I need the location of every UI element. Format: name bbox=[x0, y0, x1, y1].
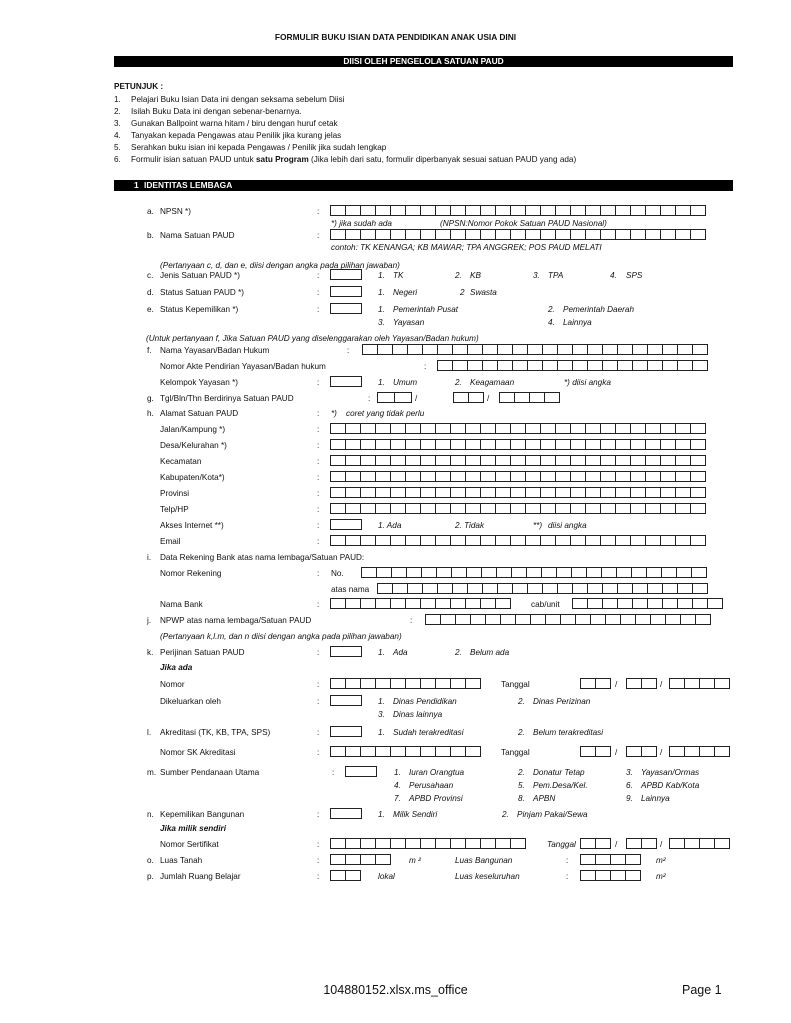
norek-label: Nomor Rekening bbox=[160, 569, 222, 578]
colon: : bbox=[317, 207, 320, 216]
option-num: 1. bbox=[378, 378, 385, 387]
desa-label: Desa/Kelurahan *) bbox=[160, 441, 227, 450]
jika-milik-label: Jika milik sendiri bbox=[160, 824, 226, 833]
luas-bangunan-input[interactable] bbox=[580, 854, 641, 865]
petunjuk-item6-bold: satu Program bbox=[255, 155, 309, 164]
colon: : bbox=[566, 856, 569, 865]
akte-label: Nomor Akte Pendirian Yayasan/Badan hukum bbox=[160, 362, 326, 371]
option-num: 2. bbox=[455, 648, 462, 657]
option-label: Pem.Desa/Kel. bbox=[533, 781, 588, 790]
jenis-label: Jenis Satuan PAUD *) bbox=[160, 271, 240, 280]
atasnama-label: atas nama bbox=[331, 585, 370, 594]
klmn-note: (Pertanyaan k,l.m, dan n diisi dengan angka pada pilihan jawaban) bbox=[160, 632, 402, 641]
m2-unit: m ² bbox=[409, 856, 421, 865]
label-m: m. bbox=[147, 768, 157, 777]
option-label: 1. Ada bbox=[378, 521, 402, 530]
colon: : bbox=[317, 872, 320, 881]
telp-label: Telp/HP bbox=[160, 505, 189, 514]
option-num: 5. bbox=[518, 781, 525, 790]
akte-input[interactable] bbox=[437, 360, 708, 371]
kelompok-label: Kelompok Yayasan *) bbox=[160, 378, 238, 387]
label-o: o. bbox=[147, 856, 154, 865]
petunjuk-item6-post: (Jika lebih dari satu, formulir diperbanyak sesuai satuan PAUD yang ada) bbox=[308, 155, 577, 164]
petunjuk-item: Serahkan buku isian ini kepada Pengawas / Penilik jika sudah lengkap bbox=[131, 143, 387, 152]
option-num: 6. bbox=[626, 781, 633, 790]
colon: : bbox=[317, 457, 320, 466]
yayasan-label: Nama Yayasan/Badan Hukum bbox=[160, 346, 270, 355]
petunjuk-title: PETUNJUK : bbox=[114, 82, 164, 91]
option-num: 4. bbox=[610, 271, 617, 280]
lokal-unit: lokal bbox=[378, 872, 395, 881]
option-num: 2. bbox=[502, 810, 509, 819]
petunjuk-num: 5. bbox=[114, 143, 121, 152]
npsn-label: NPSN *) bbox=[160, 207, 191, 216]
jenis-input[interactable] bbox=[330, 269, 362, 280]
petunjuk-item: Isilah Buku Data ini dengan sebenar-benarnya. bbox=[131, 107, 302, 116]
sertifikat-year-input[interactable] bbox=[669, 838, 730, 849]
option-num: 3. bbox=[626, 768, 633, 777]
petunjuk-item: Tanyakan kepada Pengawas atau Penilik jika kurang jelas bbox=[131, 131, 342, 140]
option-num: 1. bbox=[378, 728, 385, 737]
nama-input[interactable] bbox=[330, 229, 706, 240]
izin-month-input[interactable] bbox=[626, 678, 657, 689]
nama-example: contoh: TK KENANGA; KB MAWAR; TPA ANGGREK; POS PAUD MELATI bbox=[331, 243, 602, 252]
date-slash: / bbox=[660, 840, 663, 849]
akses-input[interactable] bbox=[330, 519, 362, 530]
email-input[interactable] bbox=[330, 535, 706, 546]
nosk-label: Nomor SK Akreditasi bbox=[160, 748, 236, 757]
kelompok-input[interactable] bbox=[330, 376, 362, 387]
form-title: FORMULIR BUKU ISIAN DATA PENDIDIKAN ANAK USIA DINI bbox=[274, 32, 517, 42]
option-num: 2. bbox=[518, 697, 525, 706]
option-label: Dinas Perizinan bbox=[533, 697, 591, 706]
kabupaten-input[interactable] bbox=[330, 471, 706, 482]
dikeluarkan-label: Dikeluarkan oleh bbox=[160, 697, 221, 706]
option-label: Swasta bbox=[470, 288, 497, 297]
rekening-heading: Data Rekening Bank atas nama lembaga/Satuan PAUD: bbox=[160, 553, 365, 562]
luas-bangunan-label: Luas Bangunan bbox=[455, 856, 513, 865]
option-label: APBD Provinsi bbox=[409, 794, 463, 803]
colon: : bbox=[317, 231, 320, 240]
date-slash: / bbox=[415, 394, 418, 403]
option-label: Keagamaan bbox=[470, 378, 515, 387]
label-c: c. bbox=[147, 271, 154, 280]
nomor-label: Nomor bbox=[160, 680, 185, 689]
izin-input[interactable] bbox=[330, 646, 362, 657]
colon: : bbox=[317, 505, 320, 514]
petunjuk-num: 2. bbox=[114, 107, 121, 116]
date-slash: / bbox=[615, 680, 618, 689]
petunjuk-num: 3. bbox=[114, 119, 121, 128]
colon: : bbox=[317, 288, 320, 297]
izin-day-input[interactable] bbox=[580, 678, 611, 689]
option-num: 1. bbox=[378, 288, 385, 297]
date-slash: / bbox=[660, 748, 663, 757]
label-f: f. bbox=[147, 346, 152, 355]
cab-input[interactable] bbox=[572, 598, 723, 609]
option-num: 1. bbox=[378, 810, 385, 819]
option-label: Pinjam Pakai/Sewa bbox=[517, 810, 588, 819]
option-label: Dinas lainnya bbox=[393, 710, 443, 719]
petunjuk-item6-pre: Formulir isian satuan PAUD untuk bbox=[131, 155, 256, 164]
kabupaten-label: Kabupaten/Kota*) bbox=[160, 473, 225, 482]
option-label: 2. Tidak bbox=[455, 521, 485, 530]
date-slash: / bbox=[615, 840, 618, 849]
m2-unit: m² bbox=[656, 856, 666, 865]
status-label: Status Satuan PAUD *) bbox=[160, 288, 245, 297]
label-k: k. bbox=[147, 648, 154, 657]
bank-label: Nama Bank bbox=[160, 600, 203, 609]
colon: : bbox=[317, 680, 320, 689]
date-slash: / bbox=[615, 748, 618, 757]
option-num: 3. bbox=[533, 271, 540, 280]
kelompok-note: *) diisi angka bbox=[564, 378, 611, 387]
colon: : bbox=[368, 394, 371, 403]
option-label: Belum terakreditasi bbox=[533, 728, 604, 737]
akses-note-mark: **) bbox=[533, 521, 543, 530]
section-title: IDENTITAS LEMBAGA bbox=[144, 180, 233, 190]
option-label: Pemerintah Daerah bbox=[563, 305, 634, 314]
bangunan-input[interactable] bbox=[330, 808, 362, 819]
option-num: 7. bbox=[394, 794, 401, 803]
option-label: Yayasan bbox=[393, 318, 425, 327]
tanggal-label: Tanggal bbox=[547, 840, 576, 849]
colon: : bbox=[317, 648, 320, 657]
label-h: h. bbox=[147, 409, 154, 418]
option-label: Pemerintah Pusat bbox=[393, 305, 459, 314]
option-label: Iuran Orangtua bbox=[409, 768, 465, 777]
colon: : bbox=[317, 569, 320, 578]
label-a: a. bbox=[147, 207, 154, 216]
colon: : bbox=[317, 840, 320, 849]
colon: : bbox=[317, 810, 320, 819]
option-num: 2. bbox=[518, 768, 525, 777]
colon: : bbox=[317, 856, 320, 865]
sk-day-input[interactable] bbox=[580, 746, 611, 757]
option-num: 4. bbox=[548, 318, 555, 327]
label-d: d. bbox=[147, 288, 154, 297]
alamat-label: Alamat Satuan PAUD bbox=[160, 409, 239, 418]
petunjuk-num: 1. bbox=[114, 95, 121, 104]
f-note: (Untuk pertanyaan f, Jika Satuan PAUD yang diselenggarakan oleh Yayasan/Badan hukum) bbox=[146, 334, 479, 343]
label-b: b. bbox=[147, 231, 154, 240]
colon: : bbox=[317, 271, 320, 280]
label-i: i. bbox=[147, 553, 152, 562]
tgl-month-input[interactable] bbox=[453, 392, 484, 403]
luas-tanah-label: Luas Tanah bbox=[160, 856, 203, 865]
kecamatan-input[interactable] bbox=[330, 455, 706, 466]
option-label: Belum ada bbox=[470, 648, 510, 657]
option-label: Milik Sendiri bbox=[393, 810, 438, 819]
sertifikat-label: Nomor Sertifikat bbox=[160, 840, 219, 849]
option-num: 8. bbox=[518, 794, 525, 803]
colon: : bbox=[317, 697, 320, 706]
option-num: 2 bbox=[460, 288, 465, 297]
option-label: TK bbox=[393, 271, 404, 280]
footer-filename: 104880152.xlsx.ms_office bbox=[323, 983, 468, 997]
petunjuk-num: 4. bbox=[114, 131, 121, 140]
option-num: 2. bbox=[548, 305, 555, 314]
kecamatan-label: Kecamatan bbox=[160, 457, 202, 466]
option-label: Donatur Tetap bbox=[533, 768, 585, 777]
alamat-note-mark: *) bbox=[331, 409, 337, 418]
option-num: 1. bbox=[378, 648, 385, 657]
option-label: APBN bbox=[533, 794, 556, 803]
email-label: Email bbox=[160, 537, 181, 546]
ruang-input[interactable] bbox=[330, 870, 361, 881]
dana-input[interactable] bbox=[345, 766, 377, 777]
dikeluarkan-input[interactable] bbox=[330, 695, 362, 706]
sertifikat-day-input[interactable] bbox=[580, 838, 611, 849]
petunjuk-item: Gunakan Ballpoint warna hitam / biru dengan huruf cetak bbox=[131, 119, 338, 128]
colon: : bbox=[317, 425, 320, 434]
label-g: g. bbox=[147, 394, 154, 403]
label-e: e. bbox=[147, 305, 154, 314]
sk-year-input[interactable] bbox=[669, 746, 730, 757]
alamat-note: coret yang tidak perlu bbox=[346, 409, 425, 418]
option-num: 1. bbox=[394, 768, 401, 777]
npsn-note: *) jika sudah ada bbox=[331, 219, 392, 228]
akses-label: Akses Internet **) bbox=[160, 521, 224, 530]
tgl-label: Tgl/Bln/Thn Berdirinya Satuan PAUD bbox=[160, 394, 294, 403]
provinsi-label: Provinsi bbox=[160, 489, 190, 498]
option-label: TPA bbox=[548, 271, 564, 280]
izin-label: Perijinan Satuan PAUD bbox=[160, 648, 245, 657]
colon: : bbox=[317, 441, 320, 450]
form-subtitle: DIISI OLEH PENGELOLA SATUAN PAUD bbox=[343, 56, 504, 66]
option-label: Dinas Pendidikan bbox=[393, 697, 457, 706]
option-num: 2. bbox=[455, 271, 462, 280]
label-l: l. bbox=[147, 728, 152, 737]
option-label: Yayasan/Ormas bbox=[641, 768, 700, 777]
label-n: n. bbox=[147, 810, 154, 819]
label-j: j. bbox=[147, 616, 152, 625]
option-label: Negeri bbox=[393, 288, 418, 297]
colon: : bbox=[332, 768, 335, 777]
luas-keseluruhan-input[interactable] bbox=[580, 870, 641, 881]
colon: : bbox=[410, 616, 413, 625]
telp-input[interactable] bbox=[330, 503, 706, 514]
tanggal-label: Tanggal bbox=[501, 748, 530, 757]
status-input[interactable] bbox=[330, 286, 362, 297]
bangunan-label: Kepemilikan Bangunan bbox=[160, 810, 245, 819]
ruang-label: Jumlah Ruang Belajar bbox=[160, 872, 241, 881]
colon: : bbox=[317, 305, 320, 314]
tanggal-label: Tanggal bbox=[501, 680, 530, 689]
date-slash: / bbox=[660, 680, 663, 689]
option-num: 2. bbox=[455, 378, 462, 387]
atasnama-input[interactable] bbox=[377, 583, 708, 594]
npwp-input[interactable] bbox=[425, 614, 711, 625]
section-number: 1 bbox=[134, 180, 139, 190]
izin-year-input[interactable] bbox=[669, 678, 730, 689]
cde-note: (Pertanyaan c, d, dan e, diisi dengan angka pada pilihan jawaban) bbox=[160, 261, 400, 270]
m2-unit: m² bbox=[656, 872, 666, 881]
kepemilikan-label: Status Kepemilikan *) bbox=[160, 305, 239, 314]
colon: : bbox=[347, 346, 350, 355]
petunjuk-num: 6. bbox=[114, 155, 121, 164]
petunjuk-item: Pelajari Buku Isian Data ini dengan seksama sebelum Diisi bbox=[131, 95, 345, 104]
provinsi-input[interactable] bbox=[330, 487, 706, 498]
option-num: 1. bbox=[378, 271, 385, 280]
akreditasi-label: Akreditasi (TK, KB, TPA, SPS) bbox=[160, 728, 271, 737]
npsn-input[interactable] bbox=[330, 205, 706, 216]
nosk-input[interactable] bbox=[330, 746, 481, 757]
akreditasi-input[interactable] bbox=[330, 726, 362, 737]
colon: : bbox=[317, 409, 320, 418]
colon: : bbox=[317, 728, 320, 737]
option-label: APBD Kab/Kota bbox=[641, 781, 700, 790]
label-p: p. bbox=[147, 872, 154, 881]
sertifikat-input[interactable] bbox=[330, 838, 526, 849]
colon: : bbox=[317, 473, 320, 482]
nomor-izin-input[interactable] bbox=[330, 678, 481, 689]
option-num: 2. bbox=[518, 728, 525, 737]
yayasan-input[interactable] bbox=[362, 344, 708, 355]
tgl-day-input[interactable] bbox=[377, 392, 412, 403]
option-num: 9. bbox=[626, 794, 633, 803]
option-label: KB bbox=[470, 271, 481, 280]
colon: : bbox=[424, 362, 427, 371]
footer-page: Page 1 bbox=[682, 983, 722, 997]
option-label: Lainnya bbox=[563, 318, 592, 327]
option-label: SPS bbox=[626, 271, 643, 280]
date-slash: / bbox=[487, 394, 490, 403]
option-num: 1. bbox=[378, 697, 385, 706]
section-identitas-bar bbox=[114, 180, 733, 191]
option-label: Perusahaan bbox=[409, 781, 454, 790]
colon: : bbox=[566, 872, 569, 881]
kepemilikan-input[interactable] bbox=[330, 303, 362, 314]
jika-ada-label: Jika ada bbox=[160, 663, 193, 672]
sk-month-input[interactable] bbox=[626, 746, 657, 757]
jalan-input[interactable] bbox=[330, 423, 706, 434]
colon: : bbox=[317, 521, 320, 530]
colon: : bbox=[317, 537, 320, 546]
option-num: 4. bbox=[394, 781, 401, 790]
luas-keseluruhan-label: Luas keseluruhan bbox=[455, 872, 520, 881]
option-num: 3. bbox=[378, 710, 385, 719]
option-num: 1. bbox=[378, 305, 385, 314]
colon: : bbox=[317, 378, 320, 387]
nama-label: Nama Satuan PAUD bbox=[160, 231, 235, 240]
norek-input[interactable] bbox=[361, 567, 707, 578]
colon: : bbox=[317, 600, 320, 609]
dana-label: Sumber Pendanaan Utama bbox=[160, 768, 260, 777]
luas-tanah-input[interactable] bbox=[330, 854, 391, 865]
tgl-year-input[interactable] bbox=[499, 392, 560, 403]
npwp-label: NPWP atas nama lembaga/Satuan PAUD bbox=[160, 616, 312, 625]
cab-label: cab/unit bbox=[531, 600, 560, 609]
colon: : bbox=[317, 489, 320, 498]
petunjuk-item bbox=[131, 155, 576, 165]
option-label: Ada bbox=[393, 648, 408, 657]
option-label: Sudah terakreditasi bbox=[393, 728, 464, 737]
option-num: 3. bbox=[378, 318, 385, 327]
desa-input[interactable] bbox=[330, 439, 706, 450]
sertifikat-month-input[interactable] bbox=[626, 838, 657, 849]
akses-note: diisi angka bbox=[548, 521, 587, 530]
no-label: No. bbox=[331, 569, 344, 578]
jalan-label: Jalan/Kampung *) bbox=[160, 425, 226, 434]
option-label: Umum bbox=[393, 378, 418, 387]
bank-input[interactable] bbox=[330, 598, 511, 609]
colon: : bbox=[317, 748, 320, 757]
option-label: Lainnya bbox=[641, 794, 670, 803]
form-subtitle-bar bbox=[114, 56, 733, 67]
npsn-note-2: (NPSN:Nomor Pokok Satuan PAUD Nasional) bbox=[440, 219, 607, 228]
